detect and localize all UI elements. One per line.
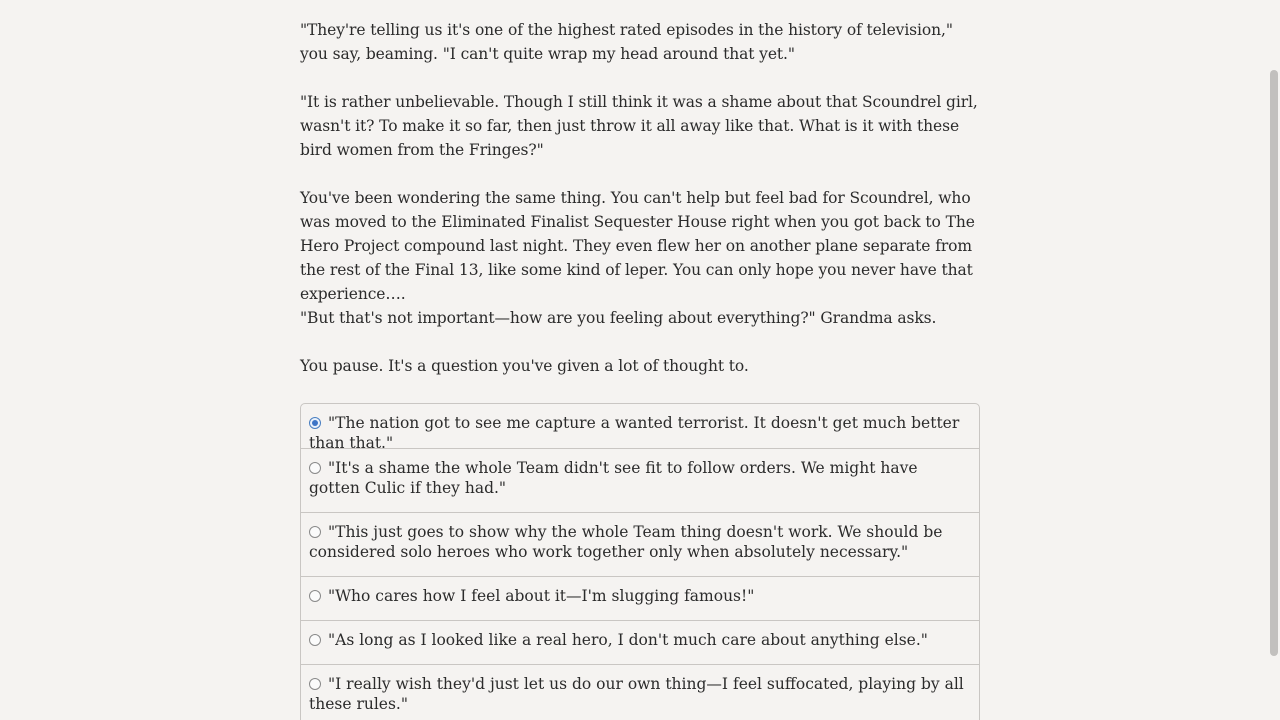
story-paragraph: You pause. It's a question you've given a lot of thought to. — [300, 357, 749, 375]
choice-option-2[interactable] — [301, 448, 979, 512]
scrollbar-thumb[interactable] — [1270, 70, 1278, 656]
story-paragraph: "They're telling us it's one of the highest rated episodes in the history of television," you say, beaming. "I can't quite wrap my head around that yet." — [300, 21, 953, 63]
choice-option-5[interactable] — [301, 620, 979, 664]
choice-list — [300, 403, 980, 720]
radio-button[interactable] — [309, 634, 321, 646]
radio-button[interactable] — [309, 678, 321, 690]
choice-label: "The nation got to see me capture a wanted terrorist. It doesn't get much better than that." — [309, 414, 960, 452]
choice-label: "As long as I looked like a real hero, I don't much care about anything else." — [328, 631, 928, 649]
radio-button[interactable] — [309, 526, 321, 538]
choice-option-6[interactable] — [301, 664, 979, 720]
choice-label: "I really wish they'd just let us do our own thing—I feel suffocated, playing by all these rules." — [309, 675, 964, 713]
radio-button-selected[interactable] — [309, 417, 321, 429]
radio-button[interactable] — [309, 590, 321, 602]
choice-option-3[interactable] — [301, 512, 979, 576]
choice-label: "It's a shame the whole Team didn't see fit to follow orders. We might have gotten Culic if they had." — [309, 459, 918, 497]
vertical-scrollbar[interactable] — [1268, 0, 1280, 720]
choice-label: "Who cares how I feel about it—I'm slugging famous!" — [328, 587, 755, 605]
choice-option-1[interactable] — [301, 404, 979, 452]
choice-label: "This just goes to show why the whole Team thing doesn't work. We should be considered solo heroes who work together only when absolutely necessary." — [309, 523, 943, 561]
choice-option-4[interactable] — [301, 576, 979, 620]
story-paragraph: You've been wondering the same thing. You can't help but feel bad for Scoundrel, who was moved to the Eliminated Finalist Sequester House right when you got back to The Hero Project compound last night. They even flew her on another plane separate from the rest of the Final 13, like some kind of leper. You can only hope you never have that experience…. — [300, 189, 975, 303]
story-paragraph: "It is rather unbelievable. Though I still think it was a shame about that Scoundrel girl, wasn't it? To make it so far, then just throw it all away like that. What is it with these bird women from the Fringes?" — [300, 93, 978, 159]
story-paragraph: "But that's not important—how are you feeling about everything?" Grandma asks. — [300, 309, 937, 327]
radio-button[interactable] — [309, 462, 321, 474]
